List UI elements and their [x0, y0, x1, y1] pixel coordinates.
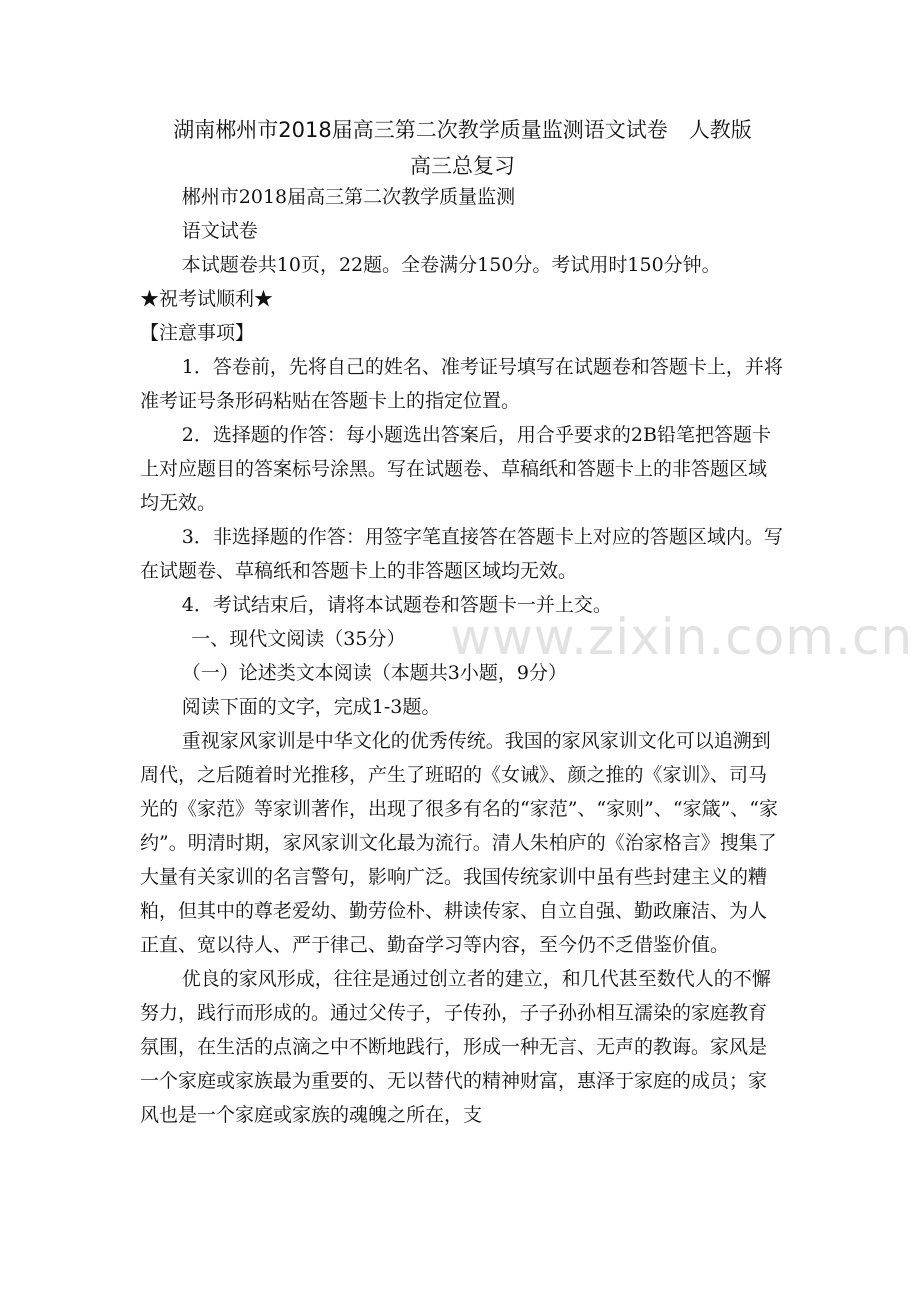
- exam-subject-line: 语文试卷: [181, 220, 258, 242]
- passage-paragraph: 优良的家风形成，往往是通过创立者的建立，和几代甚至数代人的不懈努力，践行而形成的。通过父传子，子传孙，子子孙孙相互濡染的家庭教育氛围，在生活的点滴之中不断地践行，形成一种无言、无声的教诲。家风是一个家庭或家族最为重要的、无以替代的精神财富，惠泽于家庭的成员；家风也是一个家庭或家族的魂魄之所在，支: [140, 968, 771, 1126]
- exam-info-line: 本试题卷共10页，22题。全卷满分150分。考试用时150分钟。: [181, 254, 721, 276]
- exam-header-line: 郴州市2018届高三第二次教学质量监测: [181, 186, 516, 208]
- reading-instruction: 阅读下面的文字，完成1-3题。: [181, 696, 441, 718]
- watermark: www.zixin.com.cn: [450, 608, 914, 666]
- notice-item: 1．答卷前，先将自己的姓名、准考证号填写在试题卷和答题卡上，并将准考证号条形码粘贴在答题卡上的指定位置。: [140, 356, 783, 412]
- good-luck-line: ★祝考试顺利★: [140, 288, 274, 310]
- section-title: 一、现代文阅读（35分）: [191, 628, 406, 650]
- notice-item: 4．考试结束后，请将本试题卷和答题卡一并上交。: [181, 594, 612, 616]
- document-title: [140, 112, 785, 184]
- title-line: 湖南郴州市2018届高三第二次教学质量监测语文试卷 人教版: [173, 118, 752, 142]
- title-line: 高三总复习: [410, 154, 515, 178]
- notice-heading: 【注意事项】: [140, 322, 255, 344]
- notice-item: 3．非选择题的作答：用签字笔直接答在答题卡上对应的答题区域内。写在试题卷、草稿纸和答题卡上的非答题区域均无效。: [140, 526, 783, 582]
- subsection-title: （一）论述类文本阅读（本题共3小题，9分）: [181, 662, 567, 684]
- passage-paragraph: 重视家风家训是中华文化的优秀传统。我国的家风家训文化可以追溯到周代，之后随着时光推移，产生了班昭的《女诫》、颜之推的《家训》、司马光的《家范》等家训著作，出现了很多有名的“家范”、“家则”、“家箴”、“家约”。明清时期，家风家训文化最为流行。清人朱柏庐的《治家格言》搜集了大量有关家训的名言警句，影响广泛。我国传统家训中虽有些封建主义的糟粕，但其中的尊老爱幼、勤劳俭朴、耕读传家、自立自强、勤政廉洁、为人正直、宽以待人、严于律己、勤奋学习等内容，至今仍不乏借鉴价值。: [140, 730, 778, 956]
- notice-item: 2．选择题的作答：每小题选出答案后，用合乎要求的2B铅笔把答题卡上对应题目的答案标号涂黑。写在试题卷、草稿纸和答题卡上的非答题区域均无效。: [140, 424, 771, 514]
